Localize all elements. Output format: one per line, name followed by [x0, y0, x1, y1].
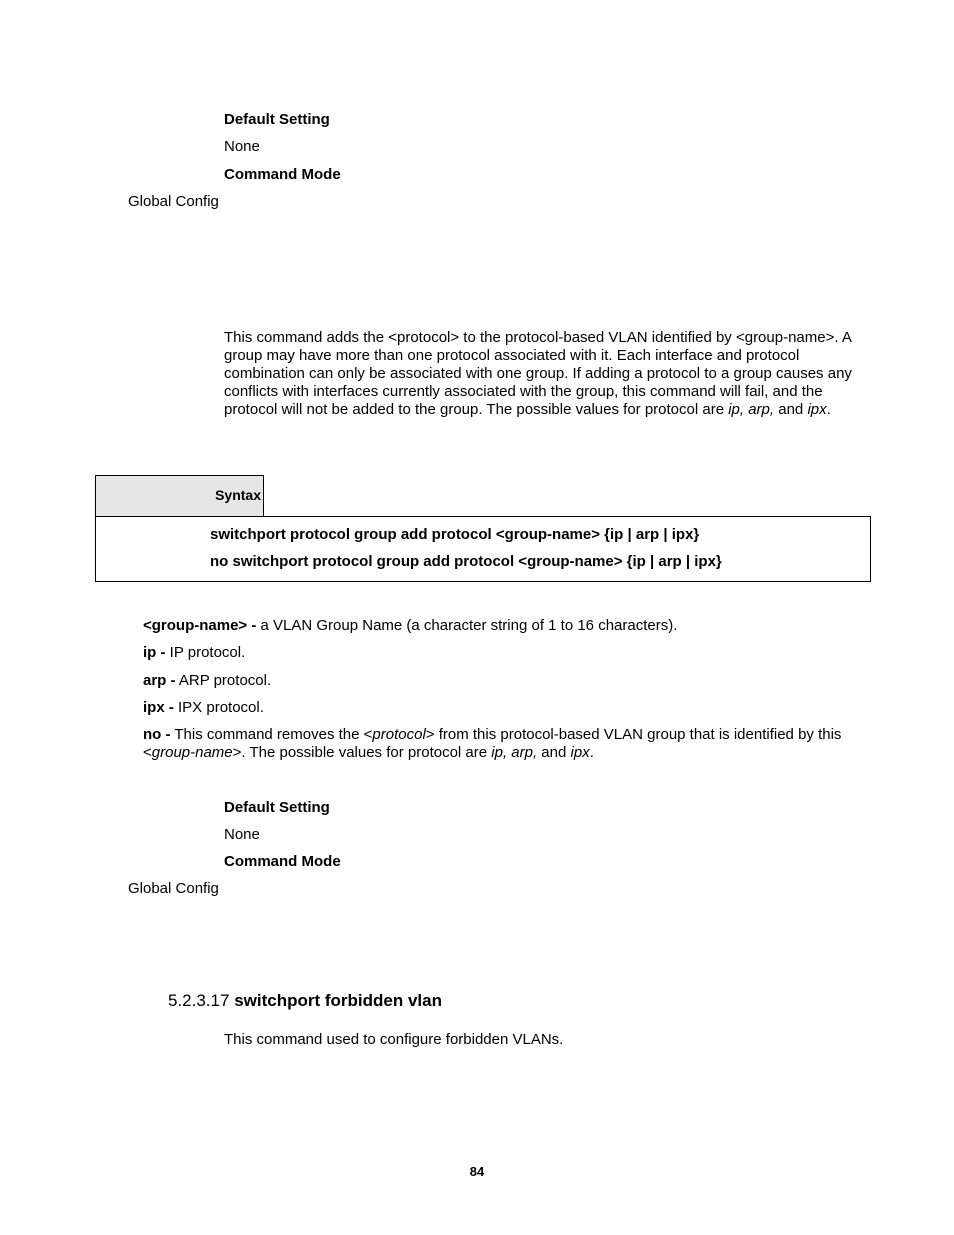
description-values: ip, arp, — [728, 401, 775, 418]
command-mode-value-2: Global Config — [128, 880, 219, 897]
param-term: <group-name> - — [143, 617, 257, 634]
param-and: and — [537, 744, 571, 761]
param-desc: a VLAN Group Name (a character string of 1 to 16 characters). — [256, 617, 678, 634]
param-arp — [143, 672, 858, 690]
param-desc: >. The possible values for protocol are — [232, 744, 492, 761]
description-period: . — [826, 401, 831, 418]
default-setting-value-2: None — [224, 826, 260, 843]
syntax-box — [95, 516, 871, 582]
section-title: switchport forbidden vlan — [234, 991, 442, 1010]
param-period: . — [589, 744, 594, 761]
param-no — [143, 726, 858, 762]
param-ipx — [143, 699, 858, 717]
description-ipx: ipx — [807, 401, 827, 418]
description-and: and — [774, 401, 808, 418]
command-mode-heading: Command Mode — [224, 166, 341, 183]
param-group: group-name — [151, 744, 233, 761]
section-number: 5.2.3.17 — [168, 991, 230, 1010]
section-description: This command used to configure forbidden VLANs. — [224, 1031, 564, 1048]
default-setting-heading: Default Setting — [224, 111, 330, 128]
param-protocol: protocol — [372, 726, 426, 743]
param-term: no - — [143, 726, 171, 743]
default-setting-heading-2: Default Setting — [224, 799, 330, 816]
param-term: arp - — [143, 672, 176, 689]
param-desc: > from this protocol-based VLAN group that is identified by this < — [143, 726, 842, 761]
command-mode-heading-2: Command Mode — [224, 853, 341, 870]
param-ip — [143, 644, 858, 662]
param-desc: IP protocol. — [165, 644, 246, 661]
page-number: 84 — [469, 1164, 485, 1179]
syntax-label: Syntax — [215, 487, 261, 503]
syntax-line-add: switchport protocol group add protocol <group-name> {ip | arp | ipx} — [210, 526, 700, 543]
param-desc: IPX protocol. — [173, 699, 264, 716]
command-description — [224, 329, 860, 419]
param-group-name — [143, 617, 858, 635]
param-term: ipx - — [143, 699, 174, 716]
description-text: This command adds the <protocol> to the protocol-based VLAN identified by <group-name>. A group may have more than one protocol associated with it. Each interface and protocol combination can only be associated with one group. If adding a protocol to a group causes any conflicts with interfaces currently associated with the group, this command will fail, and the protocol will not be added to the group. The possible values for protocol are — [224, 329, 852, 418]
param-ipx-value: ipx — [570, 744, 590, 761]
param-desc: This command removes the < — [170, 726, 373, 743]
param-term: ip - — [143, 644, 166, 661]
syntax-tab — [95, 475, 264, 516]
syntax-line-no: no switchport protocol group add protocol <group-name> {ip | arp | ipx} — [210, 553, 722, 570]
param-desc: ARP protocol. — [175, 672, 272, 689]
param-values: ip, arp, — [491, 744, 538, 761]
command-mode-value: Global Config — [128, 193, 219, 210]
default-setting-value: None — [224, 138, 260, 155]
section-heading — [168, 991, 442, 1011]
